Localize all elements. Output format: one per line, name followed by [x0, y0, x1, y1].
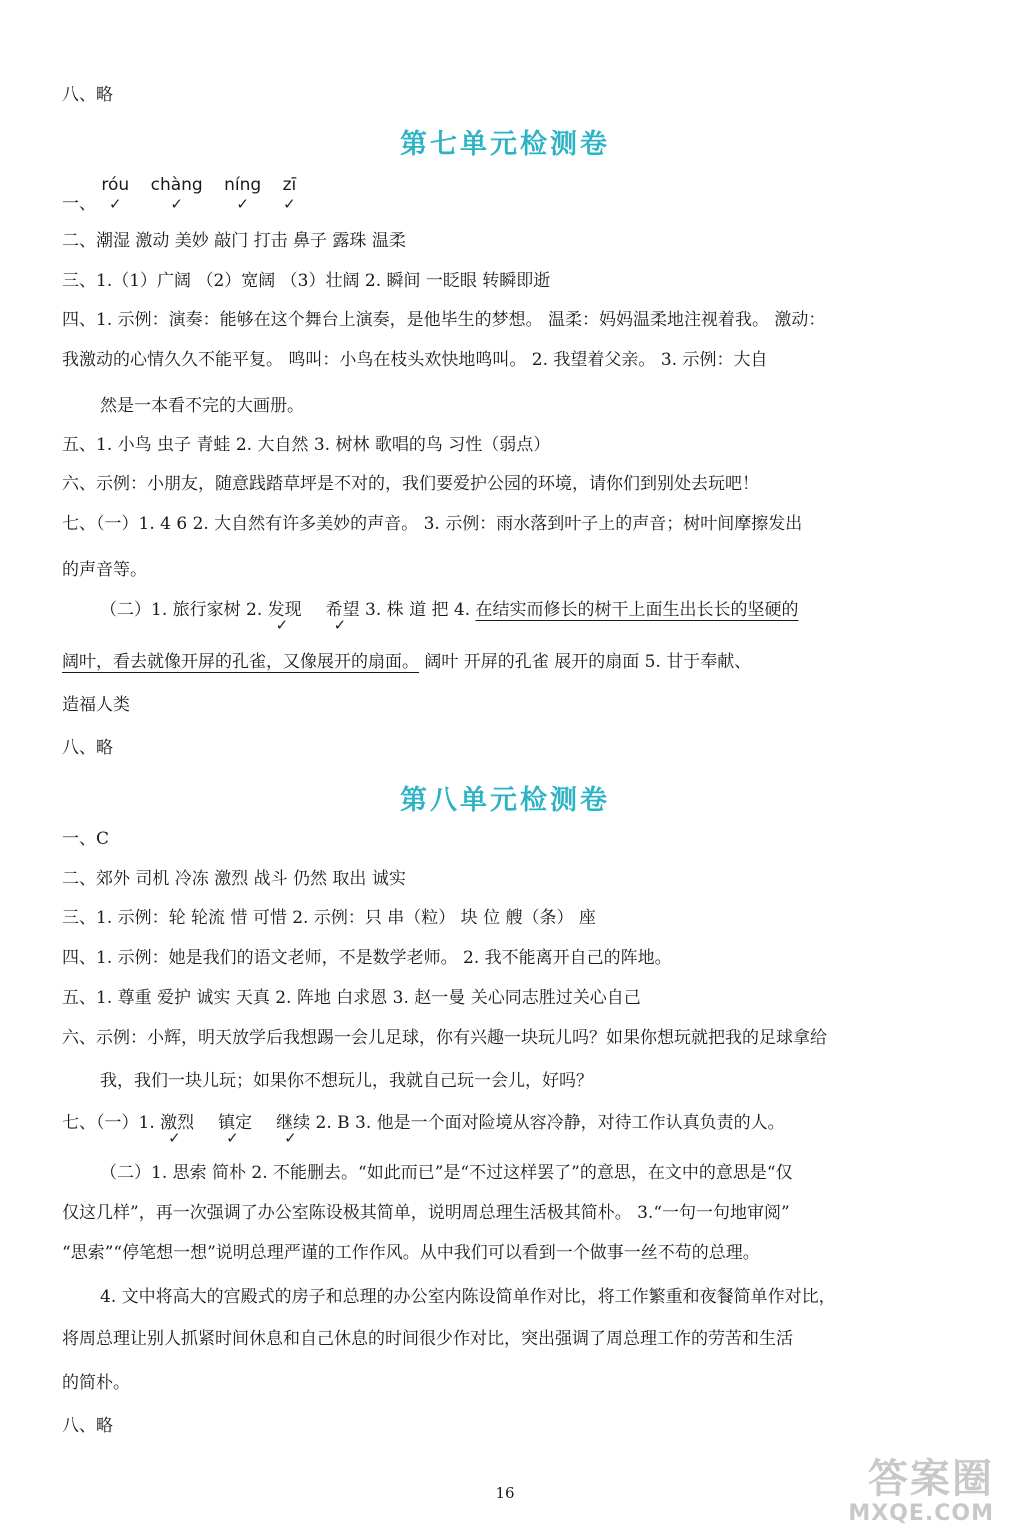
- q1-label: 一、: [62, 194, 96, 214]
- watermark-logo: 答案圈 MXQE.COM: [848, 1456, 994, 1526]
- checked-word-zhending: 镇定 ✓: [218, 1113, 253, 1147]
- u7-answer-7d: 阔叶，看去就像开屏的孔雀，又像展开的扇面。 阔叶 开屏的孔雀 展开的扇面 5. 甘于奉献、: [62, 652, 752, 672]
- u8-answer-6b: 我，我们一块儿玩；如果你不想玩儿，我就自己玩一会儿，好吗？: [100, 1071, 593, 1091]
- u8-answer-7b: （二）1. 思索 简朴 2. 不能删去。“如此而已”是“不过这样罢了”的意思，在文中的意思是“仅: [100, 1163, 793, 1183]
- check-icon: ✓: [109, 195, 122, 213]
- u7-answer-1: [62, 172, 312, 217]
- pinyin-rou: róu ✓: [101, 175, 130, 213]
- check-icon: ✓: [168, 1129, 181, 1147]
- u8-answer-5: 五、1. 尊重 爱护 诚实 天真 2. 阵地 白求恩 3. 赵一曼 关心同志胜过关心自己: [62, 988, 641, 1008]
- u8-answer-4: 四、1. 示例：她是我们的语文老师，不是数学老师。 2. 我不能离开自己的阵地。: [62, 948, 672, 968]
- pinyin-zi: zī ✓: [282, 175, 297, 213]
- u8-answer-3: 三、1. 示例：轮 轮流 惜 可惜 2. 示例：只 串（粒） 块 位 艘（条） 座: [62, 908, 596, 928]
- u8-answer-6a: 六、示例：小辉，明天放学后我想踢一会儿足球，你有兴趣一块玩儿吗？如果你想玩就把我的足球拿给: [62, 1028, 827, 1048]
- u7-answer-4a: 四、1. 示例：演奏：能够在这个舞台上演奏，是他毕生的梦想。 温柔：妈妈温柔地注视着我。 激动：: [62, 310, 826, 330]
- checked-word-faxian: 发现 ✓: [267, 600, 302, 634]
- u7-answer-3: 三、1.（1）广阔 （2）宽阔 （3）壮阔 2. 瞬间 一眨眼 转瞬即逝: [62, 271, 551, 291]
- u8-answer-1: 一、C: [62, 829, 110, 849]
- u6-answer-8: 八、略: [62, 85, 113, 105]
- u7-answer-7e: 造福人类: [62, 695, 130, 715]
- check-icon: ✓: [333, 616, 347, 634]
- underlined-answer: 阔叶，看去就像开屏的孔雀，又像展开的扇面。: [62, 652, 419, 672]
- u8-answer-7f: 将周总理让别人抓紧时间休息和自己休息的时间很少作对比，突出强调了周总理工作的劳苦和生活: [62, 1329, 793, 1349]
- check-icon: ✓: [236, 195, 249, 213]
- u7-answer-7a: 七、（一）1. 4 6 2. 大自然有许多美妙的声音。 3. 示例：雨水落到叶子上的声音；树叶间摩擦发出: [62, 514, 803, 534]
- check-icon: ✓: [170, 195, 183, 213]
- check-icon: ✓: [275, 616, 289, 634]
- u8-answer-7c: 仅这几样”，再一次强调了办公室陈设极其简单，说明周总理生活极其简朴。 3.“一句一句地审阅”: [62, 1203, 790, 1223]
- u8-answer-2: 二、郊外 司机 冷冻 激烈 战斗 仍然 取出 诚实: [62, 869, 406, 889]
- u8-answer-7g: 的简朴。: [62, 1373, 130, 1393]
- u8-answer-8: 八、略: [62, 1416, 113, 1436]
- u7-answer-7c: （二）1. 旅行家树 2. 发现 ✓ 希望 ✓ 3. 株 道 把 4. 在结实而修长的树干上面生出长长的坚硬的: [100, 597, 799, 623]
- check-icon: ✓: [226, 1129, 239, 1147]
- pinyin-chang: chàng ✓: [150, 175, 203, 213]
- u7-answer-4c: 然是一本看不完的大画册。: [100, 396, 304, 416]
- u7-answer-2: 二、潮湿 激动 美妙 敲门 打击 鼻子 露珠 温柔: [62, 231, 406, 251]
- u8-answer-7e: 4. 文中将高大的宫殿式的房子和总理的办公室内陈设简单作对比，将工作繁重和夜餐简单作对比，: [100, 1287, 836, 1307]
- page-number: 16: [495, 1484, 515, 1502]
- check-icon: ✓: [284, 1129, 297, 1147]
- pinyin-ning: níng ✓: [224, 175, 262, 213]
- u7-answer-6: 六、示例：小朋友，随意践踏草坪是不对的，我们要爱护公园的环境，请你们到别处去玩吧！: [62, 474, 759, 494]
- u8-answer-7d: “思索”“停笔想一想”说明总理严谨的工作作风。从中我们可以看到一个做事一丝不苟的总理。: [62, 1243, 760, 1263]
- u7-answer-5: 五、1. 小鸟 虫子 青蛙 2. 大自然 3. 树林 歌唱的鸟 习性（弱点）: [62, 435, 551, 455]
- checked-word-xiwang: 希望 ✓: [325, 600, 360, 634]
- u7-answer-7b: 的声音等。: [62, 560, 147, 580]
- u8-answer-7a: 七、（一）1. 激烈 ✓ 镇定 ✓ 继续 ✓ 2. B 3. 他是一个面对险境从容冷静，对待工作认真负责的人。: [62, 1110, 785, 1136]
- u7-answer-8: 八、略: [62, 738, 113, 758]
- checked-word-jixu: 继续 ✓: [276, 1113, 311, 1147]
- check-icon: ✓: [283, 195, 296, 213]
- unit8-title: 第八单元检测卷: [400, 785, 610, 816]
- checked-word-jilie: 激烈 ✓: [160, 1113, 195, 1147]
- underlined-answer: 在结实而修长的树干上面生出长长的坚硬的: [475, 600, 799, 620]
- unit7-title: 第七单元检测卷: [400, 129, 610, 160]
- u7-answer-4b: 我激动的心情久久不能平复。 鸣叫：小鸟在枝头欢快地鸣叫。 2. 我望着父亲。 3. 示例：大自: [62, 350, 768, 370]
